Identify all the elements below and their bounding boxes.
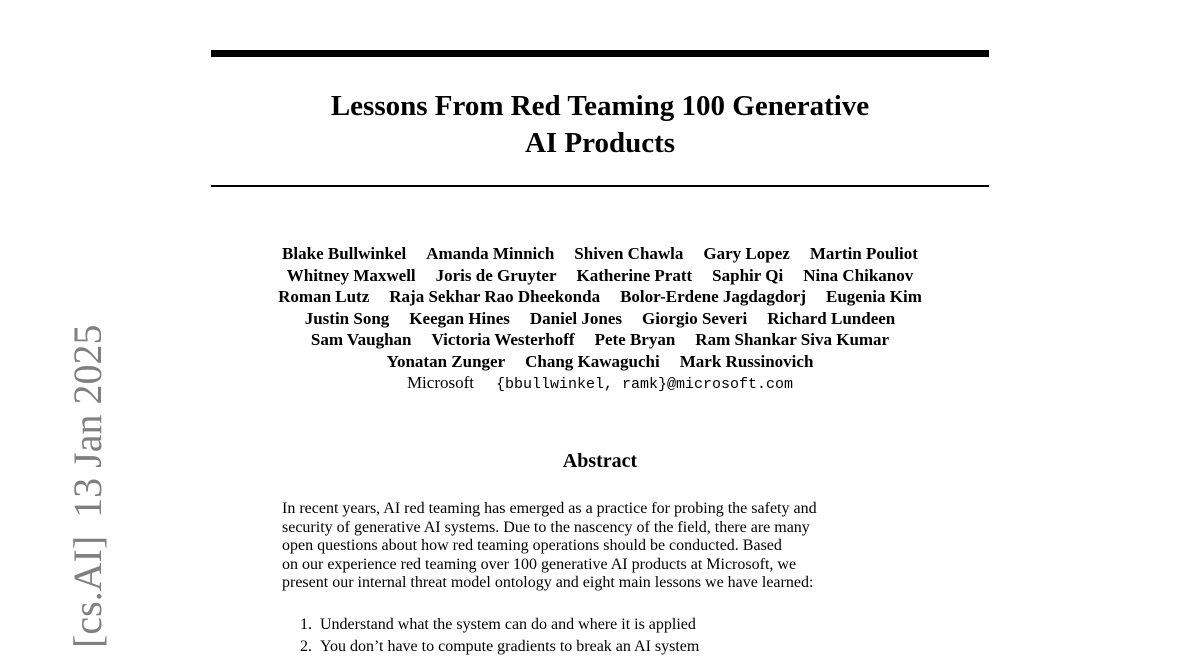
- abstract-line: present our internal threat model ontology and eight main lessons we have learned:: [282, 574, 814, 591]
- title-top-rule: [211, 50, 989, 57]
- lesson-text: Understand what the system can do and where it is applied: [320, 616, 696, 633]
- author-name: Justin Song: [304, 308, 390, 328]
- lessons-list: [300, 614, 920, 658]
- author-name: Eugenia Kim: [825, 287, 922, 306]
- arxiv-stamp: [65, 324, 110, 649]
- lesson-number: 1.: [300, 616, 312, 633]
- abstract-line: on our experience red teaming over 100 generative AI products at Microsoft, we: [282, 555, 797, 573]
- author-name: Shiven Chawla: [574, 244, 684, 263]
- author-name: Martin Pouliot: [809, 244, 918, 263]
- author-block: [140, 243, 1060, 396]
- author-name: Pete Bryan: [594, 330, 676, 349]
- author-line: [140, 265, 1060, 287]
- title-bottom-rule: [211, 185, 989, 187]
- abstract-line: In recent years, AI red teaming has emerged as a practice for probing the safety and: [282, 500, 817, 517]
- author-name: Raja Sekhar Rao Dheekonda: [389, 287, 601, 306]
- title-line-1: Lessons From Red Teaming 100 Generative: [330, 90, 870, 122]
- author-email: {bbullwinkel, ramk}@microsoft.com: [495, 376, 794, 393]
- author-name: Keegan Hines: [409, 308, 510, 328]
- author-line: [140, 351, 1060, 373]
- author-line: [140, 286, 1060, 308]
- author-name: Daniel Jones: [529, 308, 622, 328]
- arxiv-category: [cs.AI]: [65, 535, 110, 648]
- author-name: Nina Chikanov: [803, 265, 914, 285]
- author-line: [140, 308, 1060, 330]
- author-name: Richard Lundeen: [767, 308, 896, 328]
- affiliation: Microsoft: [406, 373, 474, 392]
- lesson-item: [300, 614, 920, 636]
- author-name: Yonatan Zunger: [386, 351, 506, 371]
- affiliation-line: [140, 372, 1060, 396]
- abstract-heading: Abstract: [562, 450, 638, 472]
- paper-title: [211, 88, 989, 162]
- lesson-text: You don’t have to compute gradients to break an AI system: [320, 638, 700, 655]
- author-name: Roman Lutz: [278, 287, 370, 306]
- author-name: Gary Lopez: [703, 244, 790, 263]
- lesson-item: [300, 636, 920, 658]
- author-name: Chang Kawaguchi: [525, 351, 660, 371]
- author-name: Bolor-Erdene Jagdagdorj: [620, 287, 806, 306]
- title-line-2: AI Products: [524, 127, 676, 159]
- author-name: Katherine Pratt: [576, 265, 693, 285]
- lesson-number: 2.: [300, 638, 312, 655]
- author-line: [140, 243, 1060, 265]
- author-name: Victoria Westerhoff: [431, 330, 575, 349]
- abstract-body: [282, 500, 922, 593]
- author-name: Saphir Qi: [712, 265, 784, 285]
- author-name: Joris de Gruyter: [435, 265, 557, 285]
- author-name: Giorgio Severi: [641, 308, 748, 328]
- author-name: Sam Vaughan: [310, 330, 412, 349]
- author-name: Mark Russinovich: [679, 351, 814, 371]
- author-name: Ram Shankar Siva Kumar: [695, 330, 890, 349]
- author-name: Whitney Maxwell: [286, 265, 416, 285]
- author-line: [140, 329, 1060, 351]
- author-name: Blake Bullwinkel: [282, 244, 407, 263]
- abstract-line: open questions about how red teaming operations should be conducted. Based: [282, 537, 782, 554]
- abstract-line: security of generative AI systems. Due to the nascency of the field, there are many: [282, 518, 810, 536]
- arxiv-date: 13 Jan 2025: [65, 324, 110, 518]
- author-name: Amanda Minnich: [426, 244, 555, 263]
